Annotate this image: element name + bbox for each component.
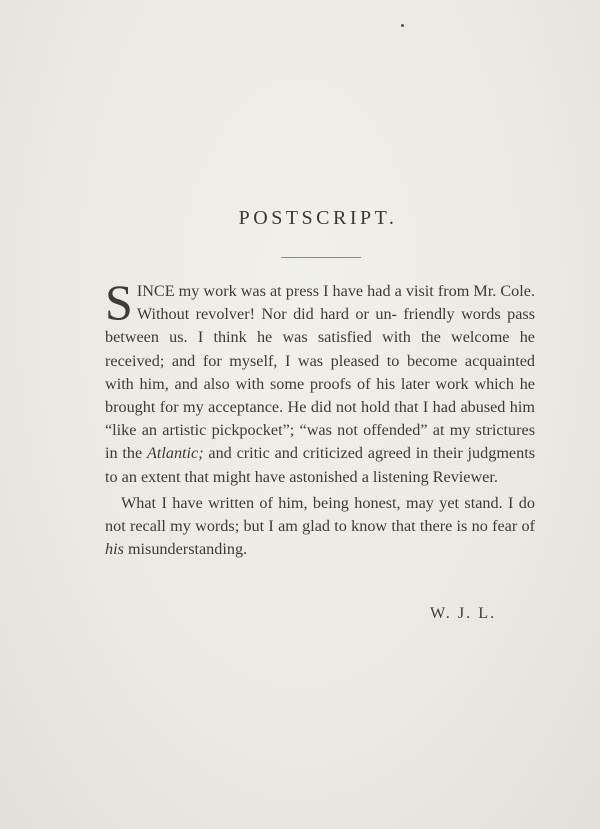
paragraph-2-text: What I have written of him, being honest, may yet stand. I do not recall my words; but I am glad to know that there is no fear of: [105, 493, 535, 536]
paragraph-1: [105, 274, 536, 489]
paragraph-2: [105, 492, 535, 562]
ink-speck: [401, 24, 404, 27]
page-title: POSTSCRIPT.: [238, 207, 398, 229]
paragraph-1-text: friendly words pass between us. I think he was satisfied with the welcome he received; and for myself, I was pleased to become acquainted with him, and also with some proofs of his later work which he brought for my acceptance. He did not hold that I had abused him “like an artistic pickpocket”; “was not offended” at my strictures in the: [105, 305, 535, 463]
italic-his: his: [105, 540, 124, 559]
paragraph-2-text-end: misunderstanding.: [127, 540, 248, 559]
paragraph-1-line-1: INCE my work was at press I have had a visit from: [136, 282, 470, 300]
paragraph-1-text-end: and critic and criticized agreed in their judgments to an extent that might have astonished a listening Reviewer.: [105, 444, 536, 486]
signature: W. J. L.: [430, 604, 497, 622]
drop-cap: S: [105, 274, 133, 330]
postscript-body: [105, 274, 536, 561]
paragraph-1-line-2: Mr. Cole. Without revolver! Nor did hard or un-: [136, 282, 536, 324]
italic-atlantic: Atlantic;: [146, 444, 204, 463]
title-rule: [281, 257, 361, 258]
